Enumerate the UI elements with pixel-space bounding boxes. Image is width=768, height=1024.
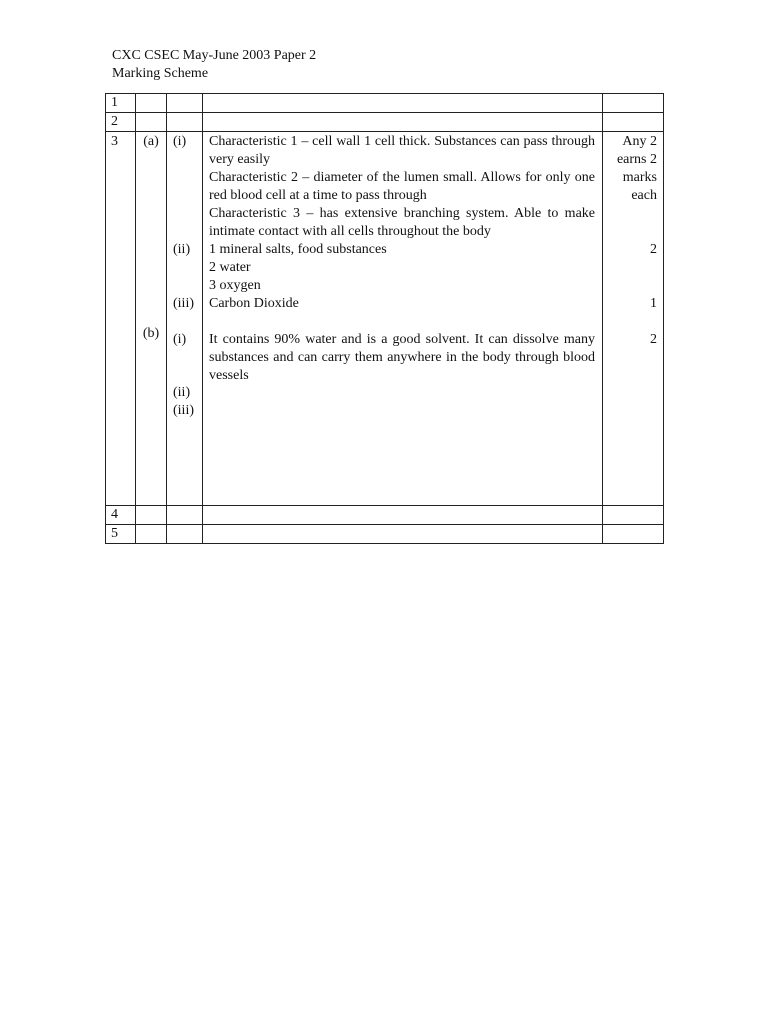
marks-column <box>603 132 664 506</box>
marks-value: 2 <box>650 242 657 257</box>
subpart-label: (ii) <box>173 385 191 400</box>
answer-line: Carbon Dioxide <box>209 296 299 311</box>
answer-line: 3 oxygen <box>209 278 261 293</box>
table-row-question-3 <box>106 132 664 506</box>
answer-line: 1 mineral salts, food substances <box>209 242 387 257</box>
part-label-a: (a) <box>143 134 159 149</box>
question-number: 3 <box>106 132 136 506</box>
answer-characteristic-1: Characteristic 1 – cell wall 1 cell thick. Substances can pass through very easily <box>209 134 595 167</box>
answer-characteristic-2: Characteristic 2 – diameter of the lumen small. Allows for only one red blood cell at a time to pass through <box>209 170 595 203</box>
subpart-label: (iii) <box>173 296 194 311</box>
part-label-b: (b) <box>142 326 160 341</box>
marks-text: Any 2 <box>622 134 657 149</box>
document-title: CXC CSEC May-June 2003 Paper 2 <box>112 48 317 63</box>
document-subtitle: Marking Scheme <box>112 66 209 81</box>
answer-paragraph: It contains 90% water and is a good solvent. It can dissolve many substances and can carry them anywhere in the body through blood vessels <box>209 332 595 383</box>
marks-text: each <box>631 188 657 203</box>
marks-value: 2 <box>650 332 657 347</box>
subpart-column <box>167 132 203 506</box>
marking-scheme-table <box>105 93 664 544</box>
answer-line: 2 water <box>209 260 251 275</box>
answer-column <box>203 132 603 506</box>
table-row <box>106 525 664 544</box>
question-number: 1 <box>106 94 136 113</box>
document-header <box>112 47 316 83</box>
subpart-label: (i) <box>173 332 187 347</box>
answer-characteristic-3: Characteristic 3 – has extensive branching system. Able to make intimate contact with all cells throughout the body <box>209 206 595 239</box>
table-row <box>106 94 664 113</box>
marks-text: marks <box>622 170 657 185</box>
question-number: 2 <box>106 113 136 132</box>
question-number: 4 <box>106 506 136 525</box>
part-column <box>136 132 167 506</box>
subpart-label: (ii) <box>173 242 191 257</box>
table-row <box>106 506 664 525</box>
marks-value: 1 <box>650 296 657 311</box>
question-number: 5 <box>106 525 136 544</box>
subpart-label: (iii) <box>173 403 194 418</box>
subpart-label: (i) <box>173 134 187 149</box>
marks-text: earns 2 <box>616 152 657 167</box>
table-row <box>106 113 664 132</box>
